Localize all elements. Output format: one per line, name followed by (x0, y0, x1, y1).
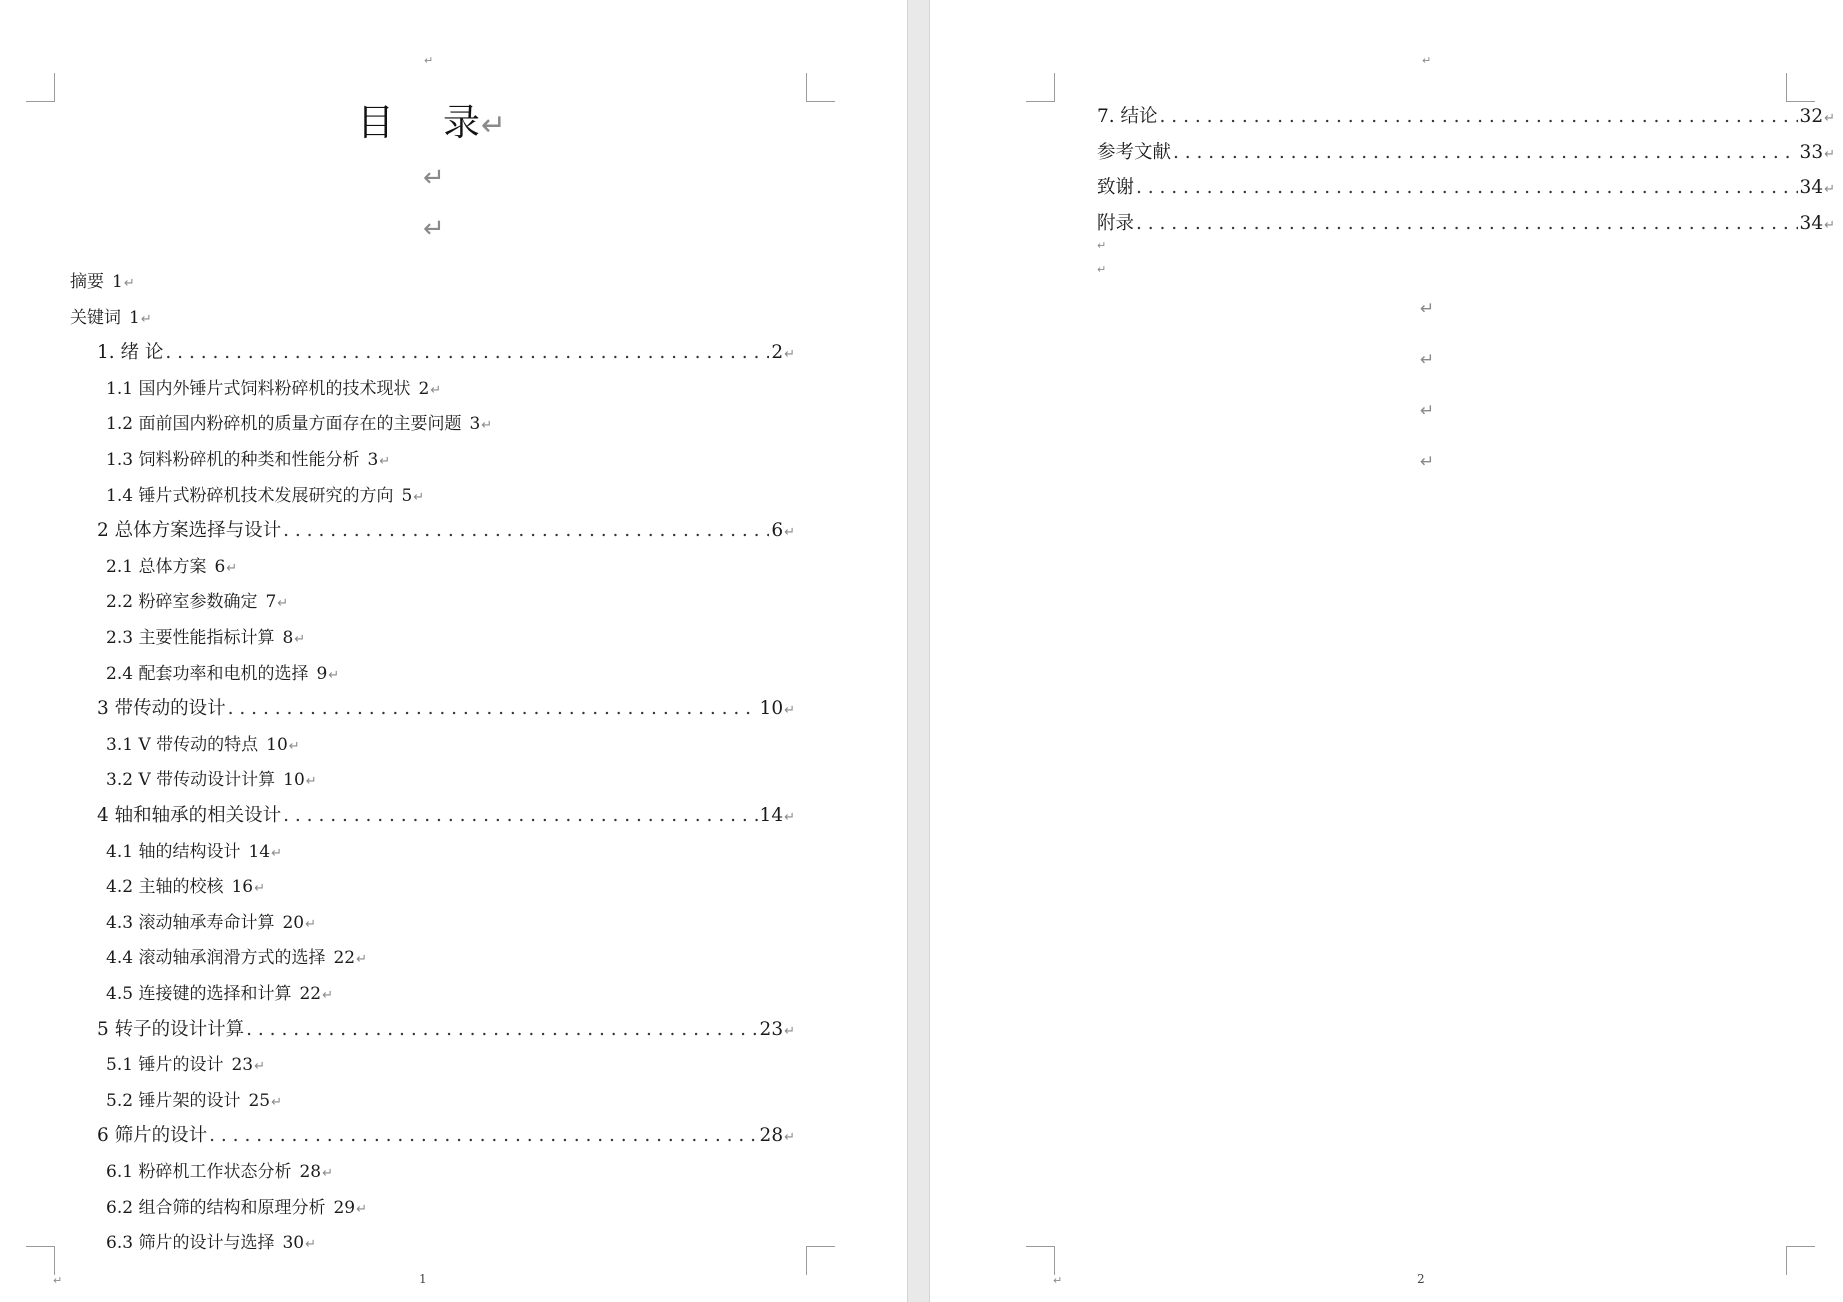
toc-entry-label: 1.4 锤片式粉碎机技术发展研究的方向 (106, 485, 394, 506)
toc-section[interactable] (106, 943, 367, 967)
paragraph-mark: ↵ (322, 1166, 333, 1181)
toc-entry-page: 10 (266, 734, 288, 755)
toc-entry-page: 28 (299, 1162, 322, 1182)
toc-entry-label: 关键词 (70, 307, 121, 328)
paragraph-mark-footer: ↵ (1053, 1274, 1063, 1287)
toc-entry-page: 10 (283, 770, 305, 791)
toc-section[interactable] (106, 979, 333, 1003)
crop-mark-bottom-left (1026, 1246, 1055, 1275)
toc-entry-label: 1.1 国内外锤片式饲料粉碎机的技术现状 (106, 378, 411, 399)
paragraph-mark: ↵ (254, 881, 265, 897)
toc-chapter[interactable] (1097, 209, 1835, 233)
paragraph-mark-header: ↵ (1422, 54, 1432, 67)
toc-entry-label: 附录 (1097, 212, 1135, 234)
toc-entry-page: 20 (282, 912, 305, 933)
toc-leader-dots (228, 698, 758, 719)
paragraph-mark-empty: ↵ (423, 163, 445, 193)
toc-entry-page: 8 (282, 628, 294, 648)
toc-entry-page: 3 (367, 450, 379, 470)
toc-chapter[interactable] (97, 338, 795, 362)
toc-chapter[interactable] (97, 516, 795, 540)
toc-section[interactable] (106, 1193, 367, 1217)
toc-chapter[interactable] (1097, 138, 1835, 162)
toc-leader-dots (1136, 213, 1798, 234)
toc-entry-page: 16 (231, 877, 254, 898)
toc-entry-label: 4 轴和轴承的相关设计 (97, 805, 282, 826)
toc-chapter[interactable] (1097, 173, 1835, 197)
toc-chapter[interactable] (1097, 102, 1835, 126)
toc-entry-label: 3 带传动的设计 (97, 698, 226, 720)
toc-entry-label: 5 转子的设计计算 (97, 1018, 245, 1040)
toc-leader-dots (209, 1125, 757, 1146)
crop-mark-top-left (26, 73, 55, 102)
toc-entry-label: 3.2 V 带传动设计计算 (106, 770, 276, 791)
paragraph-mark-empty: ↵ (1097, 239, 1107, 252)
toc-entry-label: 5.2 锤片架的设计 (106, 1090, 241, 1111)
toc-section[interactable] (106, 552, 237, 576)
crop-mark-bottom-right (806, 1246, 835, 1275)
toc-entry-page: 2 (771, 342, 784, 364)
toc-entry-label: 1.2 面前国内粉碎机的质量方面存在的主要问题 (106, 414, 462, 435)
paragraph-mark: ↵ (430, 382, 442, 398)
paragraph-mark: ↵ (413, 489, 425, 505)
crop-mark-bottom-left (26, 1246, 55, 1275)
paragraph-mark: ↵ (322, 988, 333, 1003)
toc-entry-page: 6 (214, 556, 226, 577)
toc-chapter[interactable] (97, 801, 795, 825)
toc-entry-page: 1 (129, 307, 140, 328)
toc-entry-page: 10 (759, 698, 784, 720)
paragraph-mark: ↵ (784, 703, 795, 719)
toc-entry-page: 5 (401, 485, 413, 506)
crop-mark-top-right (806, 73, 835, 102)
paragraph-mark: ↵ (305, 916, 316, 932)
crop-mark-bottom-right (1786, 1246, 1815, 1275)
toc-section[interactable] (106, 481, 424, 505)
toc-entry-page: 3 (469, 414, 481, 435)
paragraph-mark: ↵ (254, 1059, 265, 1075)
toc-entry-page: 14 (759, 805, 784, 826)
paragraph-mark: ↵ (294, 632, 306, 647)
toc-section[interactable] (106, 1157, 333, 1181)
paragraph-mark-empty: ↵ (1420, 299, 1435, 319)
toc-entry-page: 30 (282, 1233, 305, 1254)
toc-entry[interactable] (70, 267, 135, 291)
toc-entry-page: 9 (316, 663, 328, 684)
paragraph-mark: ↵ (305, 774, 317, 790)
toc-entry-page: 23 (231, 1055, 254, 1076)
title-char-1: 目 (357, 101, 394, 144)
toc-entry-label: 4.1 轴的结构设计 (106, 841, 241, 862)
paragraph-mark: ↵ (288, 738, 300, 754)
toc-entry-page: 28 (759, 1125, 784, 1147)
paragraph-mark: ↵ (481, 108, 507, 143)
toc-section[interactable] (106, 587, 288, 611)
toc-entry-page: 1 (112, 272, 123, 292)
paragraph-mark: ↵ (379, 454, 391, 469)
toc-leader-dots (165, 342, 769, 363)
toc-section[interactable] (106, 1050, 265, 1074)
toc-entry-page: 22 (299, 984, 322, 1004)
toc-section[interactable] (106, 409, 492, 433)
page-gap (907, 0, 930, 1302)
toc-entry-page: 34 (1799, 212, 1824, 234)
page-number: 2 (1417, 1272, 1425, 1286)
toc-entry-page: 23 (759, 1018, 784, 1040)
toc-chapter[interactable] (97, 1015, 795, 1039)
toc-entry-label: 6.3 筛片的设计与选择 (106, 1233, 275, 1254)
paragraph-mark-empty: ↵ (1420, 452, 1435, 472)
toc-section[interactable] (106, 908, 316, 932)
paragraph-mark: ↵ (784, 347, 795, 363)
toc-section[interactable] (106, 1228, 316, 1252)
toc-entry-label: 参考文献 (1097, 141, 1172, 163)
paragraph-mark: ↵ (277, 596, 289, 612)
paragraph-mark: ↵ (1824, 182, 1835, 198)
toc-entry-label: 6.2 组合筛的结构和原理分析 (106, 1197, 326, 1218)
toc-entry-label: 1.3 饲料粉碎机的种类和性能分析 (106, 450, 360, 470)
toc-entry-page: 29 (333, 1197, 356, 1218)
toc-entry-label: 2.2 粉碎室参数确定 (106, 592, 258, 613)
toc-entry-label: 7. 结论 (1097, 106, 1158, 127)
paragraph-mark: ↵ (1824, 111, 1835, 126)
toc-entry-label: 2.1 总体方案 (106, 556, 207, 577)
toc-entry-label: 4.2 主轴的校核 (106, 877, 224, 898)
toc-entry-label: 3.1 V 带传动的特点 (106, 734, 259, 755)
paragraph-mark: ↵ (328, 667, 340, 683)
toc-entry-label: 2.3 主要性能指标计算 (106, 628, 275, 648)
toc-chapter[interactable] (97, 694, 795, 718)
title-char-2: 录 (443, 101, 480, 144)
toc-section[interactable] (106, 837, 282, 861)
toc-section[interactable] (106, 730, 300, 754)
toc-entry[interactable] (70, 303, 152, 327)
document-page-1 (0, 0, 907, 1302)
toc-entry-page: 22 (333, 948, 356, 969)
paragraph-mark: ↵ (1824, 217, 1835, 233)
toc-entry-label: 致谢 (1097, 177, 1135, 199)
toc-section[interactable] (106, 659, 339, 683)
toc-entry-page: 6 (771, 520, 784, 542)
toc-entry-page: 25 (248, 1090, 271, 1111)
toc-entry-label: 6 筛片的设计 (97, 1125, 208, 1147)
toc-entry-page: 34 (1799, 177, 1824, 199)
toc-leader-dots (283, 520, 769, 541)
toc-leader-dots (283, 805, 757, 826)
crop-mark-top-right (1786, 73, 1815, 102)
toc-leader-dots (1173, 142, 1798, 163)
toc-entry-label: 2.4 配套功率和电机的选择 (106, 663, 309, 684)
toc-section[interactable] (106, 445, 390, 469)
toc-entry-page: 33 (1799, 141, 1824, 163)
toc-title (357, 101, 507, 144)
paragraph-mark-header: ↵ (424, 54, 434, 67)
toc-section[interactable] (106, 374, 441, 398)
paragraph-mark-empty: ↵ (1097, 263, 1107, 276)
toc-section[interactable] (106, 1086, 282, 1110)
paragraph-mark: ↵ (123, 276, 135, 291)
paragraph-mark-footer: ↵ (53, 1274, 63, 1287)
page-number: 1 (419, 1272, 427, 1286)
paragraph-mark: ↵ (271, 845, 282, 861)
paragraph-mark: ↵ (226, 560, 238, 576)
toc-entry-label: 4.5 连接键的选择和计算 (106, 984, 292, 1004)
paragraph-mark: ↵ (1824, 146, 1835, 162)
toc-leader-dots (1160, 106, 1798, 127)
toc-entry-label: 2 总体方案选择与设计 (97, 520, 282, 542)
paragraph-mark-empty: ↵ (1420, 350, 1435, 370)
paragraph-mark: ↵ (784, 1130, 795, 1146)
toc-section[interactable] (106, 623, 305, 647)
paragraph-mark: ↵ (784, 1023, 795, 1039)
paragraph-mark-empty: ↵ (423, 214, 445, 244)
paragraph-mark: ↵ (356, 1201, 367, 1217)
toc-entry-page: 2 (418, 378, 430, 399)
paragraph-mark-empty: ↵ (1420, 401, 1435, 421)
document-page-2 (930, 0, 1843, 1302)
toc-entry-label: 5.1 锤片的设计 (106, 1055, 224, 1076)
toc-entry-label: 摘要 (70, 272, 104, 292)
paragraph-mark: ↵ (784, 810, 795, 825)
paragraph-mark: ↵ (271, 1094, 282, 1110)
toc-entry-label: 4.4 滚动轴承润滑方式的选择 (106, 948, 326, 969)
toc-entry-label: 1. 绪 论 (97, 342, 164, 364)
toc-entry-label: 4.3 滚动轴承寿命计算 (106, 912, 275, 933)
toc-section[interactable] (106, 765, 317, 789)
toc-entry-page: 32 (1799, 106, 1824, 127)
paragraph-mark: ↵ (784, 525, 795, 541)
toc-leader-dots (1136, 177, 1798, 198)
toc-chapter[interactable] (97, 1121, 795, 1145)
paragraph-mark: ↵ (481, 418, 493, 434)
toc-leader-dots (246, 1019, 757, 1040)
toc-entry-page: 7 (265, 592, 277, 613)
paragraph-mark: ↵ (140, 311, 152, 327)
paragraph-mark: ↵ (356, 952, 367, 968)
toc-section[interactable] (106, 872, 265, 896)
toc-entry-page: 14 (248, 841, 271, 862)
crop-mark-top-left (1026, 73, 1055, 102)
paragraph-mark: ↵ (305, 1237, 316, 1253)
toc-entry-label: 6.1 粉碎机工作状态分析 (106, 1162, 292, 1182)
